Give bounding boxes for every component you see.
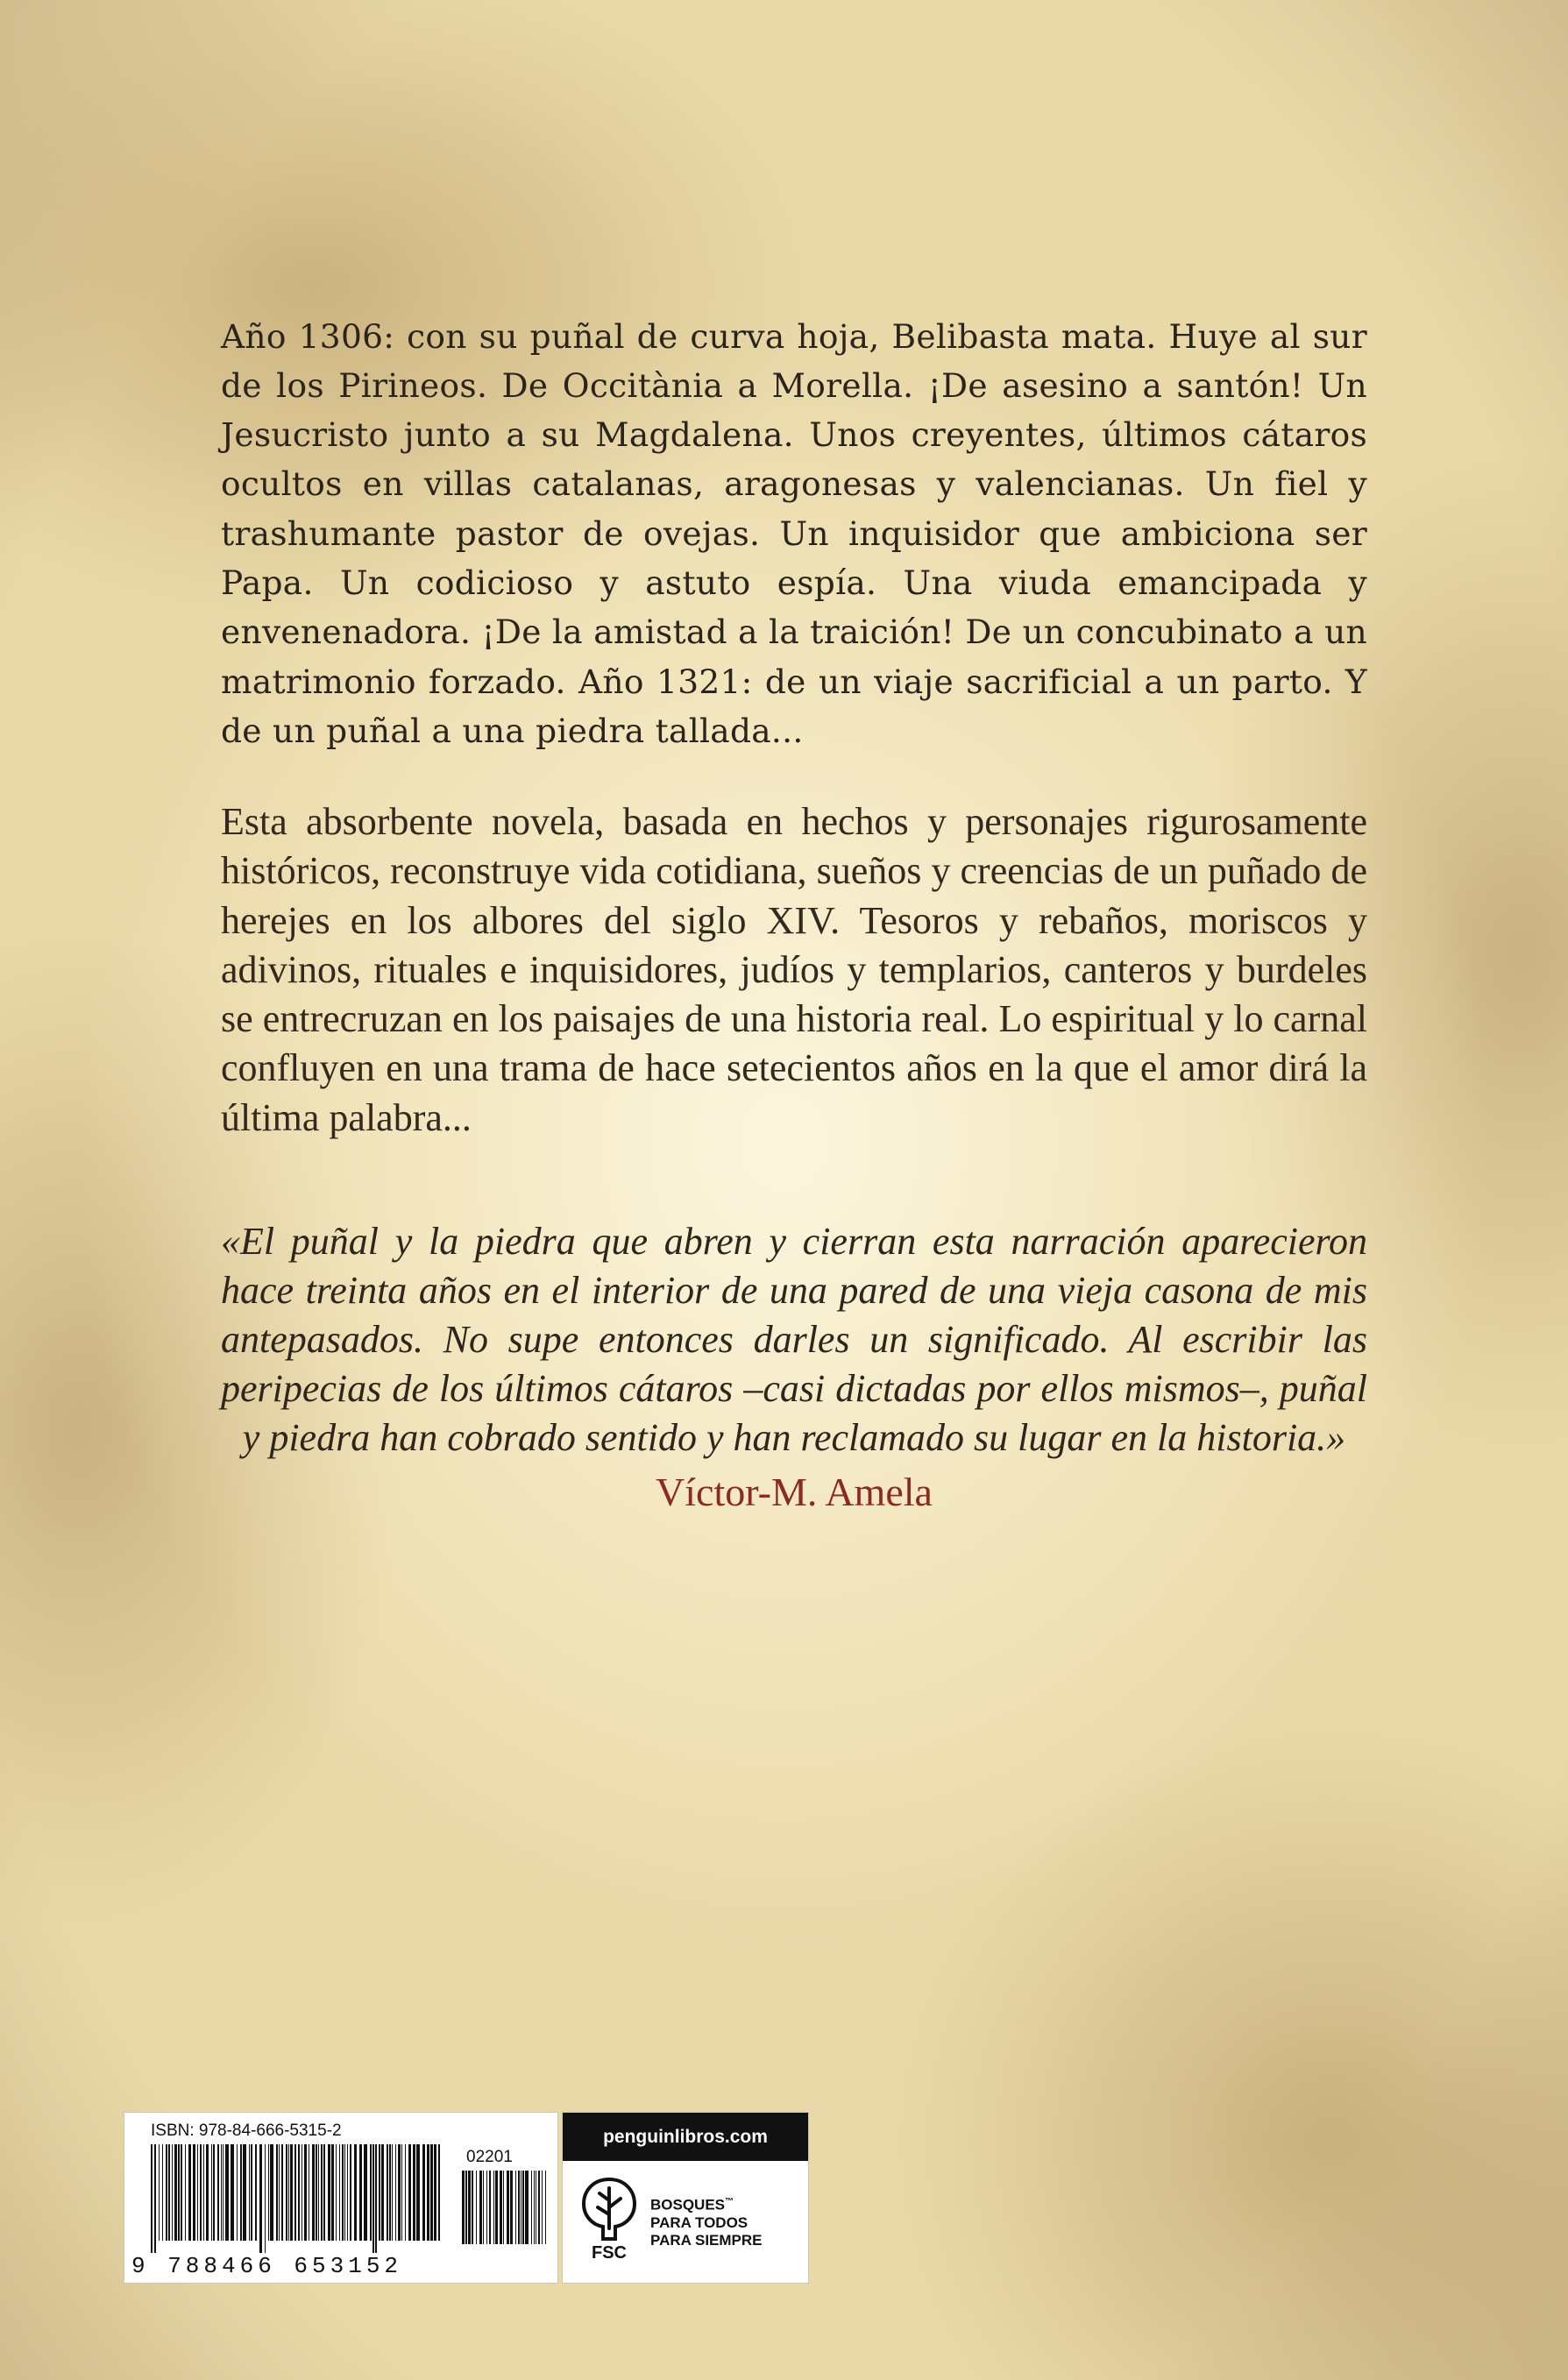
barcode-bar — [200, 2144, 202, 2241]
barcode-bar — [217, 2144, 219, 2241]
barcode-bar — [168, 2144, 170, 2241]
barcode-bar — [174, 2144, 177, 2241]
barcode-bar — [185, 2144, 186, 2241]
barcode-bar — [347, 2144, 348, 2241]
isbn-label: ISBN: 978-84-666-5315-2 — [151, 2121, 342, 2140]
barcode-bar — [268, 2144, 269, 2241]
barcode-bar — [476, 2171, 477, 2244]
barcode-bar — [304, 2144, 307, 2241]
barcode-bar — [381, 2144, 384, 2241]
barcode-bar — [389, 2144, 391, 2241]
barcode-bar — [422, 2144, 425, 2241]
barcode-bar — [151, 2144, 153, 2253]
intro-paragraph: Año 1306: con su puñal de curva hoja, Belibasta mata. Huye al sur de los Pirineos. De Occitània a Morella. ¡De asesino a santón! Un Jesucristo junto a su Magdalena. Unos creyentes, últimos cátaros ocultos en villas catalanas, aragonesas y valencianas. Un fiel y trashumante pastor de ovejas. Un inquisidor que ambiciona ser Papa. Un codicioso y astuto espía. Una viuda emancipada y envenenadora. ¡De la amistad a la traición! De un concubinato a un matrimonio forzado. Año 1321: de un viaje sacrificial a un parto. Y de un puñal a una piedra tallada... — [221, 316, 1367, 750]
barcode-bar — [206, 2144, 209, 2241]
barcode-bar — [525, 2171, 529, 2244]
barcode-bar — [331, 2144, 334, 2241]
barcode-bar — [479, 2171, 482, 2244]
barcode-bar — [251, 2144, 252, 2241]
barcode-bar — [221, 2144, 222, 2241]
barcode-bar — [298, 2144, 300, 2241]
publisher-panel — [562, 2112, 809, 2284]
fsc-line1-row — [650, 2193, 799, 2214]
barcode-bar — [213, 2144, 215, 2241]
barcode-bar — [531, 2171, 532, 2244]
fsc-line1: BOSQUES — [650, 2196, 726, 2214]
barcode-bar — [249, 2144, 250, 2241]
barcode-bar — [364, 2144, 367, 2241]
barcode-bar — [178, 2144, 180, 2241]
barcode-bar — [243, 2144, 246, 2241]
fsc-slogan — [650, 2193, 799, 2249]
barcode-bar — [328, 2144, 330, 2241]
barcode-bar — [493, 2171, 494, 2244]
fsc-label: FSC — [592, 2243, 627, 2263]
barcode-bar — [483, 2171, 484, 2244]
barcode-bar — [427, 2144, 429, 2241]
fsc-line2: PARA TODOS — [650, 2214, 749, 2231]
addon-barcode — [462, 2171, 546, 2256]
barcode-bar — [188, 2144, 191, 2241]
barcode-bar — [281, 2144, 283, 2241]
barcode-bar — [462, 2171, 465, 2244]
barcode-bar — [542, 2171, 543, 2244]
barcode-bar — [465, 2171, 467, 2244]
barcode-bar — [336, 2144, 337, 2241]
barcode-bar — [159, 2144, 160, 2241]
ean-digits: 9 788466 653152 — [131, 2253, 403, 2279]
barcode-bar — [486, 2171, 487, 2244]
barcode-bar — [231, 2144, 234, 2241]
barcode-bar — [288, 2144, 289, 2241]
barcode-bar — [294, 2144, 296, 2241]
barcode-bar — [395, 2144, 396, 2241]
fsc-trademark: ™ — [725, 2197, 734, 2206]
barcode-bar — [339, 2144, 340, 2241]
barcode-bar — [321, 2144, 323, 2241]
author-name: Víctor-M. Amela — [656, 1470, 933, 1514]
barcode-bar — [518, 2171, 520, 2244]
barcode-bar — [240, 2144, 242, 2241]
publisher-url: penguinlibros.com — [563, 2113, 808, 2161]
fsc-tree-icon — [580, 2176, 638, 2263]
barcode-bar — [344, 2144, 345, 2241]
barcode-bar — [500, 2171, 502, 2244]
barcode-bar — [290, 2144, 293, 2241]
barcode-bar — [323, 2144, 325, 2241]
barcode-bar — [203, 2144, 204, 2241]
barcode-bar — [387, 2144, 388, 2241]
barcode-bar — [507, 2171, 509, 2244]
barcode-bar — [318, 2144, 319, 2241]
barcode-bar — [495, 2171, 498, 2244]
barcode-bar — [372, 2144, 374, 2253]
barcode-bar — [468, 2171, 471, 2244]
barcode-bar — [166, 2144, 167, 2241]
barcode-bar — [401, 2144, 402, 2241]
barcode-bar — [359, 2144, 362, 2241]
barcode-bar — [438, 2144, 440, 2241]
barcode-bar — [489, 2171, 491, 2244]
barcode-bar — [211, 2144, 212, 2241]
barcode-bar — [270, 2144, 273, 2241]
barcode-bar — [413, 2144, 415, 2241]
barcode-bar — [172, 2144, 173, 2241]
barcode-bar — [312, 2144, 315, 2241]
barcode-bar — [405, 2144, 406, 2241]
barcode-bar — [472, 2171, 473, 2244]
barcode-bar — [154, 2144, 156, 2253]
barcode-bar — [538, 2171, 540, 2244]
barcode-bar — [181, 2144, 182, 2241]
barcode-bar — [279, 2144, 280, 2241]
barcode-bar — [255, 2144, 257, 2241]
author-quote: «El puñal y la piedra que abren y cierran esta narración aparecieron hace treinta años en el interior de una pared de una vieja casona de mis antepasados. No supe entonces darles un significado. Al escribir las peripecias de los últimos cátaros –casi dictadas por ellos mismos–, puñal y piedra han cobrado sentido y han reclamado su lugar en la historia.» — [221, 1220, 1367, 1459]
price-code: 02201 — [466, 2148, 513, 2166]
synopsis-paragraph: Esta absorbente novela, basada en hechos y personajes rigurosamente históricos, reconstruye vida cotidiana, sueños y creencias de un puñado de herejes en los albores del siglo XIV. Tesoros y rebaños, moriscos y adivinos, rituales e inquisidores, judíos y templarios, canteros y burdeles se entrecruzan en los paisajes de una historia real. Lo espiritual y lo carnal confluyen en una trama de hace setecientos años en la que el amor dirá la última palabra... — [221, 800, 1367, 1139]
barcode-bar — [370, 2144, 372, 2241]
fsc-line3: PARA SIEMPRE — [650, 2231, 763, 2249]
barcode-bar — [225, 2144, 229, 2241]
barcode-bar — [342, 2144, 344, 2241]
barcode-bar — [259, 2144, 262, 2253]
barcode-panel — [124, 2112, 558, 2284]
barcode-bar — [350, 2144, 351, 2241]
barcode-bar — [416, 2144, 420, 2241]
barcode-bar — [515, 2171, 516, 2244]
barcode-bar — [265, 2144, 266, 2253]
barcode-bar — [276, 2144, 278, 2241]
ean-barcode — [151, 2144, 440, 2253]
barcode-bar — [534, 2171, 535, 2244]
barcode-bar — [193, 2144, 195, 2241]
barcode-bar — [522, 2171, 524, 2244]
barcode-bar — [510, 2171, 513, 2244]
barcode-bar — [434, 2144, 436, 2241]
barcode-bar — [398, 2144, 401, 2241]
barcode-bar — [430, 2144, 433, 2241]
barcode-bar — [503, 2171, 504, 2244]
barcode-bar — [286, 2144, 287, 2241]
barcode-bar — [392, 2144, 393, 2241]
barcode-bar — [375, 2144, 377, 2253]
barcode-bar — [354, 2144, 357, 2241]
barcode-bar — [197, 2144, 198, 2241]
barcode-bar — [316, 2144, 317, 2241]
barcode-bar — [379, 2144, 380, 2241]
barcode-bar — [545, 2171, 546, 2244]
barcode-bar — [162, 2144, 163, 2241]
barcode-bar — [408, 2144, 411, 2241]
barcode-bar — [237, 2144, 238, 2241]
